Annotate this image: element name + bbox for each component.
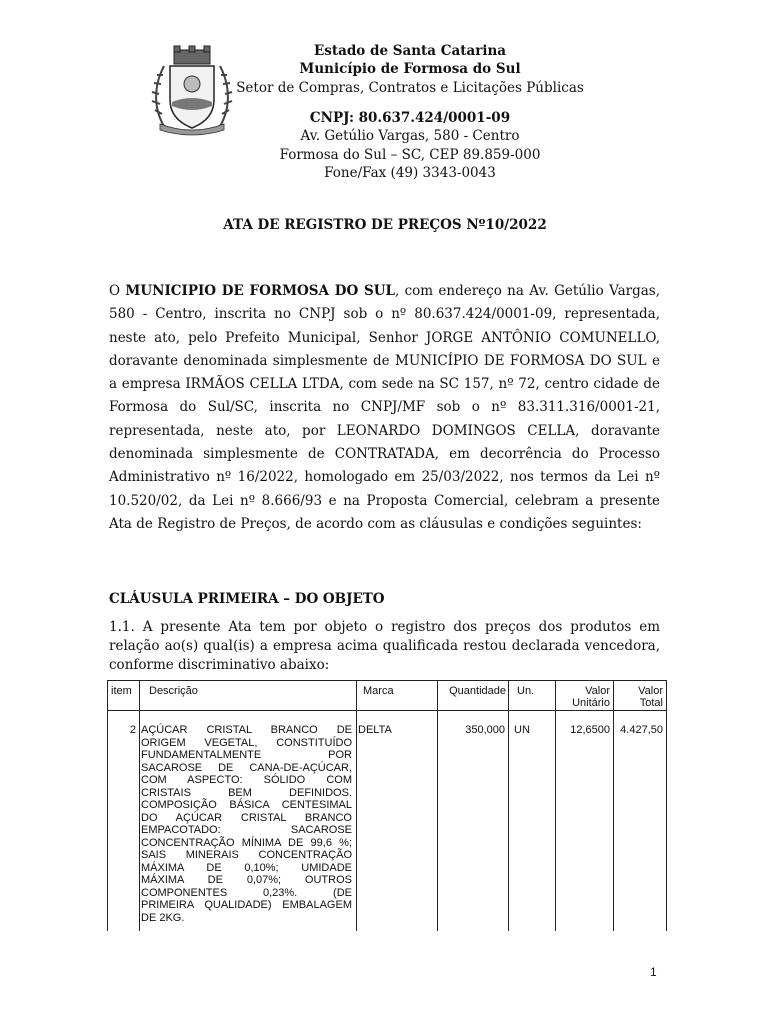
description-line: SACAROSE DE CANA-DE-AÇÚCAR, xyxy=(141,761,352,774)
table-column-divider xyxy=(139,681,140,931)
intro-party: MUNICIPIO DE FORMOSA DO SUL xyxy=(125,283,395,299)
table-cell-unit-price: 12,6500 xyxy=(570,724,610,736)
header-address: Av. Getúlio Vargas, 580 - Centro xyxy=(300,128,520,144)
table-cell-item: 2 xyxy=(129,724,136,736)
description-line: CONCENTRAÇÃO MÍNIMA DE 99,6 %; xyxy=(141,836,352,849)
description-line: SAIS MINERAIS CONCENTRAÇÃO xyxy=(141,849,352,861)
intro-paragraph xyxy=(109,280,660,536)
table-column-divider xyxy=(508,681,509,931)
table-column-divider xyxy=(555,681,556,931)
crest-left-wheat xyxy=(152,66,168,132)
column-header-total-line2: Total xyxy=(639,697,663,709)
table-column-divider xyxy=(613,681,614,931)
column-header-unit: Un. xyxy=(517,685,535,697)
description-line: COMPONENTES 0,23%. (DE xyxy=(141,886,352,899)
clause-one-text: 1.1. A presente Ata tem por objeto o registro dos preços dos produtos em relação ao(s) qual(is) a empresa acima qualificada restou declarada vencedora, conforme discriminativo abaixo: xyxy=(109,619,660,673)
column-header-quantity: Quantidade xyxy=(449,685,506,697)
description-line: MÁXIMA DE 0,07%; OUTROS xyxy=(141,874,352,886)
crest-tower-crown xyxy=(174,46,210,64)
table-cell-description xyxy=(141,724,352,924)
header-cnpj: CNPJ: 80.637.424/0001-09 xyxy=(309,110,511,126)
description-line: DO AÇÚCAR CRISTAL BRANCO xyxy=(141,811,352,824)
table-header-divider xyxy=(108,710,666,711)
header-sector: Setor de Compras, Contratos e Licitações Públicas xyxy=(236,80,584,96)
description-line: DE 2KG. xyxy=(141,911,185,924)
table-cell-unit: UN xyxy=(514,724,530,736)
description-line: CRISTAIS BEM DEFINIDOS. xyxy=(141,786,352,799)
description-line: EMPACOTADO: SACAROSE xyxy=(141,824,352,836)
crest-shield xyxy=(170,66,214,128)
items-table xyxy=(107,680,667,931)
header-state: Estado de Santa Catarina xyxy=(313,43,507,59)
header-municipality: Município de Formosa do Sul xyxy=(299,61,521,77)
intro-lead: O xyxy=(109,283,126,299)
header-city: Formosa do Sul – SC, CEP 89.859-000 xyxy=(279,147,541,163)
column-header-item: item xyxy=(111,685,132,697)
header-phone: Fone/Fax (49) 3343-0043 xyxy=(324,165,496,181)
intro-text: , com endereço na Av. Getúlio Vargas, 580 - Centro, inscrita no CNPJ sob o nº 80.637.424/0001-09, representada, neste ato, pelo Prefeito Municipal, Senhor JORGE ANTÔNIO COMUNELLO, doravante denominada simplesmente de MUNICÍPIO DE FORMOSA DO SUL e a empresa IRMÃOS CELLA LTDA, com sede na SC 157, nº 72, centro cidade de Formosa do Sul/SC, inscrita no CNPJ/MF sob o nº 83.311.316/0001-21, representada, neste ato, por LEONARDO DOMINGOS CELLA, doravante denominada simplesmente de CONTRATADA, em decorrência do Processo Administrativo nº 16/2022, homologado em 25/03/2022, nos termos da Lei nº 10.520/02, da Lei nº 8.666/93 e na Proposta Comercial, celebram a presente Ata de Registro de Preços, de acordo com as cláusulas e condições seguintes: xyxy=(109,283,660,532)
clause-one-title: CLÁUSULA PRIMEIRA – DO OBJETO xyxy=(109,591,385,607)
table-column-divider xyxy=(437,681,438,931)
table-column-divider xyxy=(356,681,357,931)
crest-sun xyxy=(184,76,200,92)
table-cell-quantity: 350,000 xyxy=(465,724,505,736)
description-line: MÁXIMA DE 0,10%; UMIDADE xyxy=(141,861,352,874)
municipal-coat-of-arms xyxy=(146,44,238,136)
column-header-brand: Marca xyxy=(363,685,394,697)
column-header-description: Descrição xyxy=(149,685,198,697)
description-line: AÇÚCAR CRISTAL BRANCO DE xyxy=(141,724,352,736)
page-number: 1 xyxy=(650,965,657,979)
column-header-total-line1: Valor xyxy=(638,685,663,697)
column-header-unit-price-line2: Unitário xyxy=(572,697,610,709)
description-line: COMPOSIÇÃO BÁSICA CENTESIMAL xyxy=(141,799,352,811)
column-header-unit-price-line1: Valor xyxy=(585,685,610,697)
document-title: ATA DE REGISTRO DE PREÇOS Nº10/2022 xyxy=(223,217,547,233)
table-cell-total: 4.427,50 xyxy=(620,724,663,736)
description-line: ORIGEM VEGETAL, CONSTITUÍDO xyxy=(141,736,352,749)
description-line: PRIMEIRA QUALIDADE) EMBALAGEM xyxy=(141,899,352,911)
description-line: FUNDAMENTALMENTE POR xyxy=(141,749,352,761)
description-line: COM ASPECTO: SÓLIDO COM xyxy=(141,774,352,786)
table-cell-brand: DELTA xyxy=(358,724,392,736)
